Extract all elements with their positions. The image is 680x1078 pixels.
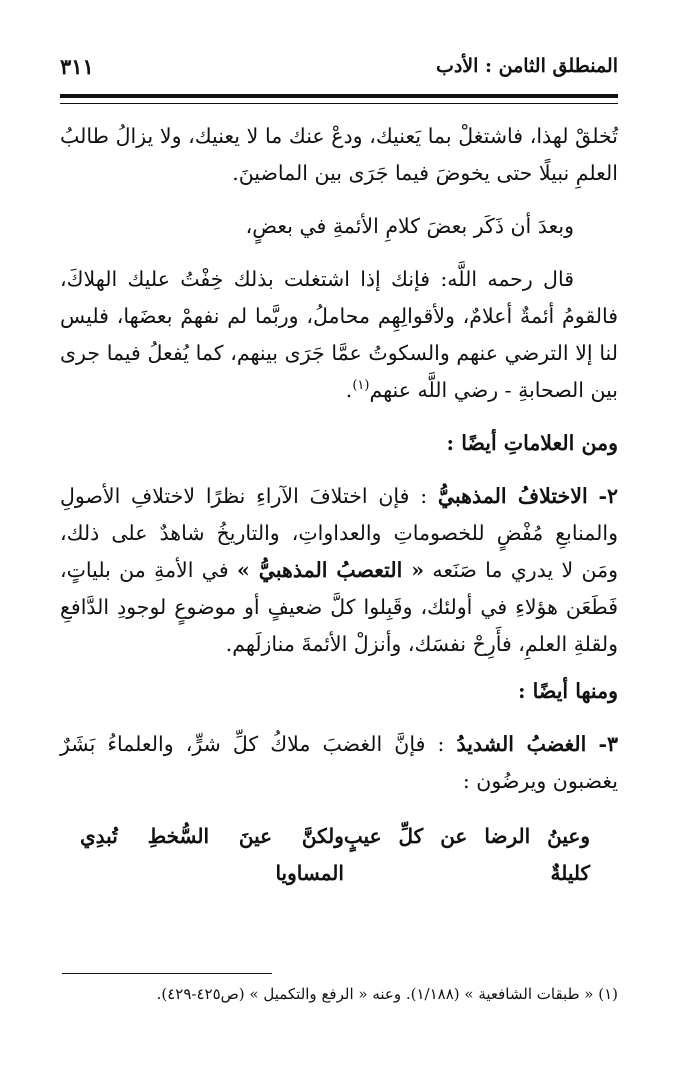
item-2-title: الاختلافُ المذهبيُّ bbox=[437, 484, 588, 508]
paragraph-3 bbox=[60, 261, 618, 409]
item-3-title: الغضبُ الشديدُ bbox=[456, 732, 587, 756]
item-3-text: : فإنَّ الغضبَ ملاكُ كلِّ شرٍّ، والعلماءُ بَشَرٌ يغضبون ويرضُون : bbox=[60, 732, 618, 793]
header-rule-thin bbox=[60, 103, 618, 104]
paragraph-2: وبعدَ أن ذَكَر بعضَ كلامِ الأئمةِ في بعضٍ، bbox=[245, 214, 574, 238]
item-3 bbox=[60, 726, 618, 800]
paragraph-3-end: . bbox=[345, 378, 353, 402]
page-number: ٣١١ bbox=[60, 53, 94, 79]
paragraph-1: تُخلقْ لهذا، فاشتغلْ بما يَعنيك، ودعْ عنك ما لا يعنيك، ولا يزالُ طالبُ العلمِ نبيلًا حتى يخوضَ فيما جَرَى بين الماضينَ. bbox=[60, 124, 618, 185]
poetry-verse bbox=[80, 818, 590, 892]
paragraph-3-text: قال رحمه اللَّه: فإنك إذا اشتغلت بذلك خِفْتُ عليك الهلاكَ، فالقومُ أئمةٌ أعلامٌ، ولأقوالِهِم محاملُ، وربَّما لم نفهمْ بعضَها، فليس لنا إلا الترضي عنهم والسكوتُ عمَّا جَرَى بينهم، كما يُفعلُ فيما جرى بين الصحابةِ - رضي اللَّه عنهم bbox=[60, 267, 618, 402]
item-3-number: ٣- bbox=[598, 732, 618, 756]
running-title: المنطلق الثامن : الأدب bbox=[435, 55, 618, 77]
item-2-quote: « التعصبُ المذهبيُّ » bbox=[237, 558, 425, 582]
page-body bbox=[60, 118, 618, 892]
page-header bbox=[60, 46, 618, 86]
item-2-text-1: : فإن اختلافَ الآراءِ نظرًا لاختلافِ الأصولِ والمنابعِ مُفْضٍ للخصوماتِ والعداواتِ، والتاريخُ شاهدٌ على ذلك، ومَن لا يدري ما صَنَعه bbox=[60, 484, 618, 582]
header-rule-thick bbox=[60, 94, 618, 98]
verse-second-hemistich: ولكنَّ عينَ السُّخطِ تُبدِي المساويا bbox=[80, 824, 344, 885]
footnote: (١) « طبقات الشافعية » (١/١٨٨). وعنه « الرفع والتكميل » (ص٤٢٥-٤٢٩). bbox=[156, 985, 618, 1003]
item-2 bbox=[60, 478, 618, 663]
footnote-rule bbox=[62, 973, 272, 974]
item-2-text-2: في الأمةِ من بلياتٍ، فَطَعَن هؤلاءِ في أولئك، وقَبِلوا كلَّ ضعيفٍ أو موضوعٍ لوجودِ الدَّافعِ ولقلةِ العلمِ، فأَرِحْ نفسَك، وأنزلْ الأئمةَ منازلَهم. bbox=[60, 558, 618, 656]
footnote-ref[interactable]: (١) bbox=[352, 378, 370, 394]
verse-first-hemistich: وعينُ الرضا عن كلِّ عيبٍ كليلةٌ bbox=[343, 824, 590, 885]
heading-signs: ومن العلاماتِ أيضًا : bbox=[446, 431, 618, 455]
item-2-number: ٢- bbox=[598, 484, 618, 508]
heading-also: ومنها أيضًا : bbox=[517, 679, 618, 703]
